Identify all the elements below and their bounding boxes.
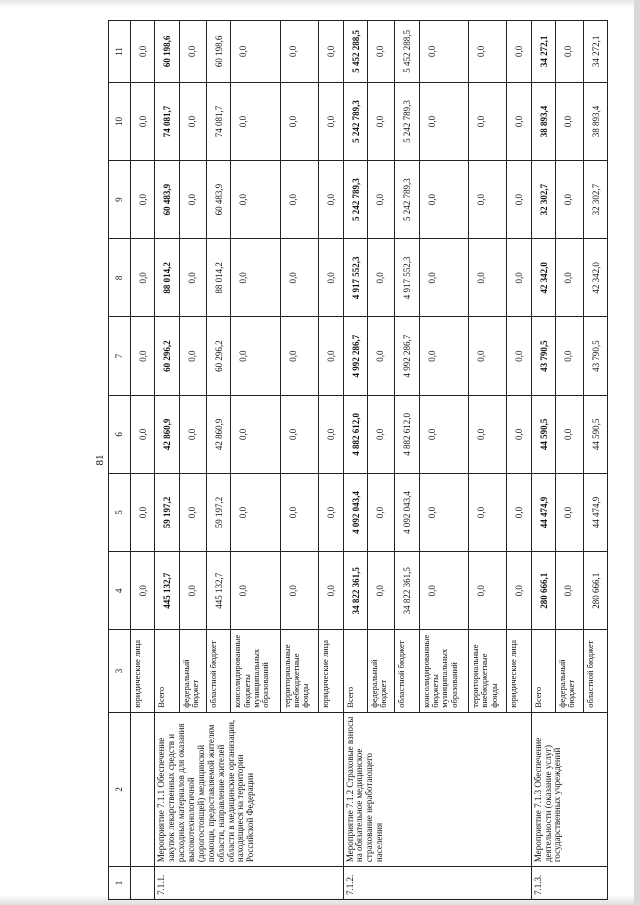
value-cell: 4 882 612,0 [395,395,419,473]
value-cell: 0,0 [179,239,207,317]
value-cell: 0,0 [179,473,207,551]
funding-source: Всего [155,630,179,712]
value-cell: 4 917 552,3 [343,239,367,317]
funding-source: федеральный бюджет [556,630,584,712]
column-header: 3 [109,630,131,712]
value-cell: 60 483,9 [155,161,179,239]
value-cell: 0,0 [419,395,468,473]
value-cell: 4 917 552,3 [395,239,419,317]
value-cell: 0,0 [367,473,395,551]
funding-source: юридические лица [319,630,343,712]
value-cell: 5 242 789,3 [395,82,419,160]
value-cell: 0,0 [468,552,506,630]
value-cell: 4 882 612,0 [343,395,367,473]
value-cell: 43 790,5 [583,317,607,395]
table-row [131,21,155,900]
funding-source: юридические лица [507,630,531,712]
value-cell: 0,0 [419,21,468,83]
scan-edge-top [0,0,640,8]
value-cell: 280 666,1 [531,552,555,630]
value-cell: 0,0 [131,82,155,160]
value-cell: 0,0 [468,82,506,160]
value-cell: 60 198,6 [155,21,179,83]
value-cell: 0,0 [231,473,280,551]
value-cell: 0,0 [131,317,155,395]
funding-source: территориальные внебюджетные фонды [468,630,506,712]
value-cell: 0,0 [367,161,395,239]
table-row [531,21,555,900]
value-cell: 0,0 [280,239,318,317]
value-cell: 0,0 [367,21,395,83]
value-cell: 0,0 [280,317,318,395]
value-cell: 0,0 [280,161,318,239]
value-cell: 0,0 [280,21,318,83]
value-cell: 0,0 [507,317,531,395]
value-cell: 60 296,2 [155,317,179,395]
funding-source: Всего [531,630,555,712]
value-cell: 0,0 [231,82,280,160]
value-cell: 0,0 [556,395,584,473]
value-cell: 0,0 [280,395,318,473]
column-header: 10 [109,82,131,160]
funding-source: территориальные внебюджетные фонды [280,630,318,712]
column-header: 2 [109,712,131,866]
value-cell: 0,0 [367,395,395,473]
value-cell: 0,0 [419,317,468,395]
value-cell: 0,0 [280,473,318,551]
value-cell: 60 296,2 [207,317,231,395]
value-cell: 0,0 [468,21,506,83]
value-cell: 0,0 [231,395,280,473]
value-cell: 5 452 288,5 [395,21,419,83]
value-cell: 0,0 [319,552,343,630]
value-cell: 74 081,7 [155,82,179,160]
value-cell: 44 590,5 [583,395,607,473]
value-cell: 0,0 [556,552,584,630]
value-cell: 0,0 [131,395,155,473]
value-cell: 0,0 [231,161,280,239]
value-cell: 60 198,6 [207,21,231,83]
value-cell: 34 822 361,5 [343,552,367,630]
value-cell: 43 790,5 [531,317,555,395]
row-code: 7.1.3. [531,867,607,900]
value-cell: 0,0 [319,395,343,473]
value-cell: 0,0 [319,161,343,239]
funding-source: юридические лица [131,630,155,712]
budget-table [108,20,608,900]
value-cell: 0,0 [319,239,343,317]
funding-source: консолидированные бюджеты муниципальных образований [231,630,280,712]
value-cell: 0,0 [507,552,531,630]
value-cell: 42 860,9 [207,395,231,473]
value-cell: 0,0 [556,239,584,317]
value-cell: 0,0 [556,161,584,239]
value-cell: 5 452 288,5 [343,21,367,83]
value-cell: 0,0 [468,161,506,239]
value-cell: 0,0 [367,552,395,630]
funding-source: Всего [343,630,367,712]
value-cell: 0,0 [419,161,468,239]
row-description: Мероприятие 7.1.2 Страховые взносы на обязательное медицинское страхование неработающего населения [343,712,531,866]
value-cell: 0,0 [507,21,531,83]
value-cell: 42 342,0 [583,239,607,317]
value-cell: 0,0 [507,161,531,239]
value-cell: 0,0 [556,82,584,160]
value-cell: 32 302,7 [583,161,607,239]
value-cell: 38 893,4 [531,82,555,160]
value-cell: 0,0 [468,239,506,317]
value-cell: 0,0 [179,161,207,239]
value-cell: 0,0 [280,82,318,160]
value-cell: 0,0 [556,317,584,395]
column-number-row [109,21,131,900]
row-code: 7.1.2. [343,867,531,900]
value-cell: 0,0 [419,239,468,317]
value-cell: 44 590,5 [531,395,555,473]
value-cell: 60 483,9 [207,161,231,239]
value-cell: 38 893,4 [583,82,607,160]
value-cell: 34 272,1 [583,21,607,83]
value-cell: 34 822 361,5 [395,552,419,630]
value-cell: 88 014,2 [207,239,231,317]
value-cell: 0,0 [131,21,155,83]
value-cell: 445 132,7 [207,552,231,630]
page-number: 81 [94,454,106,466]
value-cell: 5 242 789,3 [395,161,419,239]
value-cell: 0,0 [179,317,207,395]
value-cell: 59 197,2 [155,473,179,551]
funding-source: федеральный бюджет [367,630,395,712]
rotated-document-page [30,20,615,900]
column-header: 4 [109,552,131,630]
value-cell: 0,0 [507,395,531,473]
value-cell: 0,0 [367,317,395,395]
value-cell: 0,0 [507,82,531,160]
row-code [131,867,155,900]
funding-source: областной бюджет [583,630,607,712]
column-header: 9 [109,161,131,239]
value-cell: 4 092 043,4 [395,473,419,551]
value-cell: 5 242 789,3 [343,161,367,239]
value-cell: 4 092 043,4 [343,473,367,551]
value-cell: 0,0 [507,239,531,317]
scan-edge-right [634,0,640,905]
column-header: 5 [109,473,131,551]
value-cell: 0,0 [131,161,155,239]
value-cell: 5 242 789,3 [343,82,367,160]
table-row [155,21,179,900]
value-cell: 0,0 [231,21,280,83]
value-cell: 0,0 [319,473,343,551]
row-description [131,712,155,866]
value-cell: 0,0 [179,21,207,83]
value-cell: 4 992 286,7 [395,317,419,395]
value-cell: 280 666,1 [583,552,607,630]
value-cell: 0,0 [131,473,155,551]
value-cell: 74 081,7 [207,82,231,160]
value-cell: 0,0 [179,82,207,160]
value-cell: 0,0 [131,552,155,630]
value-cell: 0,0 [419,552,468,630]
value-cell: 4 992 286,7 [343,317,367,395]
row-description: Мероприятие 7.1.1 Обеспечение закупок лекарственных средств и расходных материалов для оказания высокотехнологичной (дорогостоящей) медицинской помощи, предоставляемой жителям области, направление жителей области в медицинские организации, находящиеся на территории Российской Федерации [155,712,343,866]
value-cell: 0,0 [419,82,468,160]
value-cell: 42 342,0 [531,239,555,317]
value-cell: 0,0 [468,473,506,551]
value-cell: 34 272,1 [531,21,555,83]
value-cell: 0,0 [367,239,395,317]
value-cell: 0,0 [280,552,318,630]
value-cell: 0,0 [319,21,343,83]
value-cell: 44 474,9 [583,473,607,551]
value-cell: 0,0 [507,473,531,551]
table-row [343,21,367,900]
value-cell: 445 132,7 [155,552,179,630]
value-cell: 32 302,7 [531,161,555,239]
value-cell: 0,0 [367,82,395,160]
value-cell: 0,0 [468,395,506,473]
value-cell: 0,0 [179,552,207,630]
value-cell: 0,0 [319,317,343,395]
value-cell: 0,0 [468,317,506,395]
row-code: 7.1.1. [155,867,343,900]
value-cell: 0,0 [231,239,280,317]
value-cell: 0,0 [556,21,584,83]
funding-source: консолидированные бюджеты муниципальных образований [419,630,468,712]
funding-source: областной бюджет [395,630,419,712]
column-header: 1 [109,867,131,900]
funding-source: областной бюджет [207,630,231,712]
value-cell: 44 474,9 [531,473,555,551]
column-header: 6 [109,395,131,473]
value-cell: 42 860,9 [155,395,179,473]
value-cell: 0,0 [179,395,207,473]
funding-source: федеральный бюджет [179,630,207,712]
value-cell: 0,0 [231,317,280,395]
value-cell: 0,0 [556,473,584,551]
value-cell: 0,0 [231,552,280,630]
value-cell: 0,0 [419,473,468,551]
value-cell: 0,0 [319,82,343,160]
value-cell: 88 014,2 [155,239,179,317]
row-description: Мероприятие 7.1.3 Обеспечение деятельности (оказание услуг) государственных учреждений [531,712,607,866]
column-header: 8 [109,239,131,317]
column-header: 11 [109,21,131,83]
value-cell: 59 197,2 [207,473,231,551]
value-cell: 0,0 [131,239,155,317]
column-header: 7 [109,317,131,395]
